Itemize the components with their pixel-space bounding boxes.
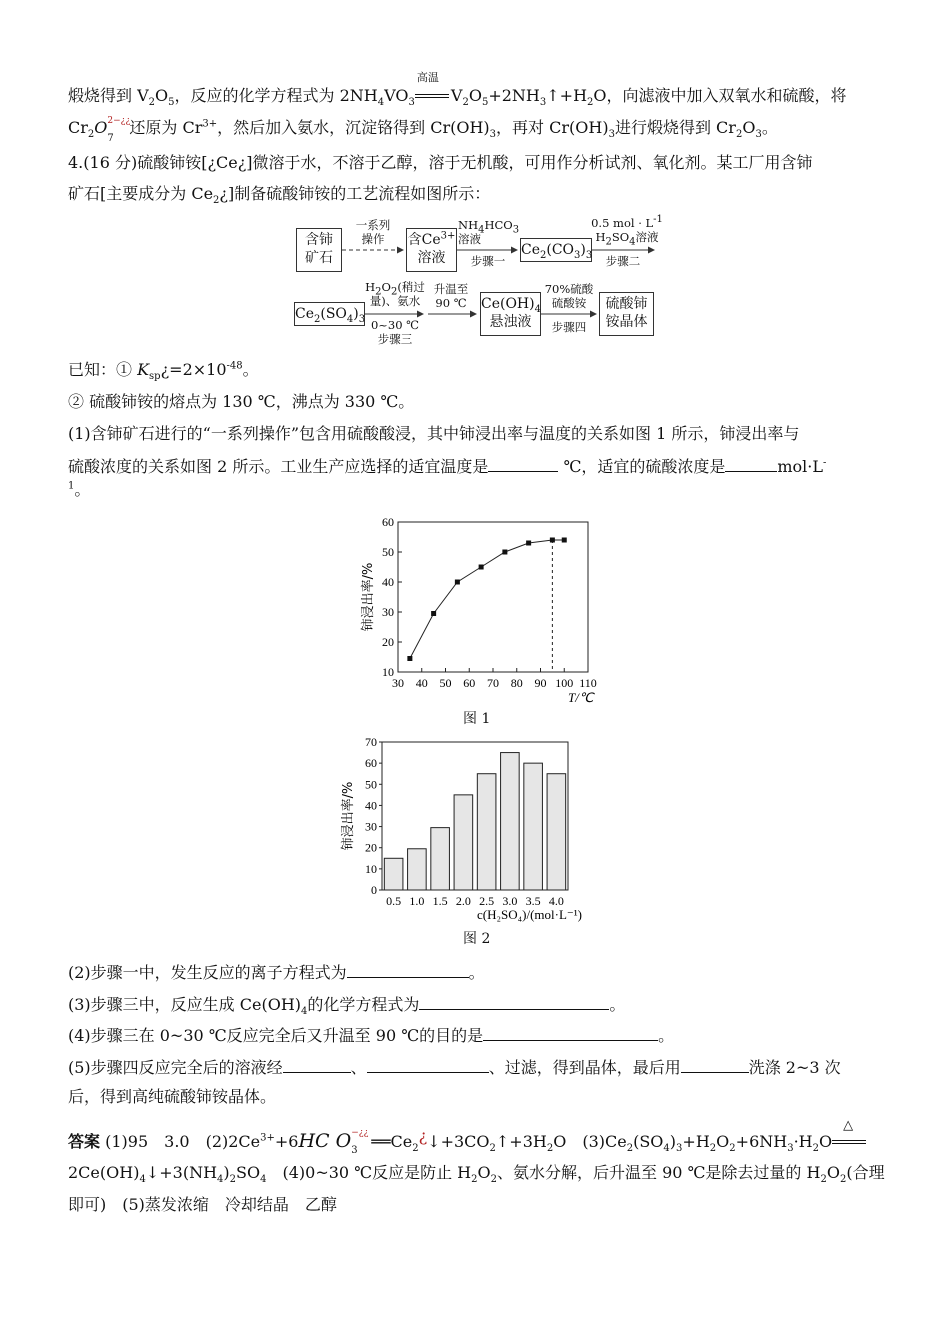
x-tick-label: 1.0 [409,894,425,908]
y-tick-label: 0 [371,883,377,897]
part-1-line-2: 硫酸浓度的关系如图 2 所示。工业生产应选择的适宜温度是 ℃，适宜的硫酸浓度是 mol·L- [68,457,827,476]
x-tick-label: 3.5 [525,894,541,908]
x-tick-label: 30 [392,676,404,690]
answer-blank-purpose[interactable] [483,1024,658,1041]
x-tick-label: 1.5 [432,894,448,908]
part-5-line-1: (5)步骤四反应完全后的溶液经 、 、过滤，得到晶体，最后用 洗涤 2~3 次 [68,1058,841,1077]
x-tick-label: 100 [555,676,574,690]
known-condition-2: ② 硫酸铈铵的熔点为 130 ℃，沸点为 330 ℃。 [68,392,415,411]
bar [384,858,403,890]
bar [524,763,543,890]
plot-frame [398,522,588,672]
bar [454,795,473,890]
part-5-line-2: 后，得到高纯硫酸铈铵晶体。 [68,1087,277,1106]
y-tick-label: 20 [365,840,377,855]
box-ceoh4-suspension: $Ce(OH)_4$ 悬浊液 [480,292,541,336]
x-axis-label: c(H₂SO₄)/(mol·L⁻¹) [476,907,582,922]
answer-line-1: 答案 (1)95 3.0 $(2)2Ce^{3+}+6HC$ O −¿¿ 3 $══Ce_2¿↓+3CO_2↑+3H_2O$ $(3)Ce_2(SO_4)_3+H_2O_2+6NH_3\cdot H_2O$ △ [68,1131,868,1152]
label-step-2: 步骤二 [605,254,641,268]
bar [431,828,450,890]
data-point [562,538,567,543]
part-4: (4)步骤三在 0~30 ℃反应完全后又升温至 90 ℃的目的是 。 [68,1026,675,1045]
y-axis-label: 铈浸出率/% [341,781,356,851]
question-4-line-2: 矿石[主要成分为 $Ce_2¿$]制备硫酸铈铵的工艺流程如图所示： [68,184,491,207]
answer-blank-washing-agent[interactable] [681,1056,749,1073]
answer-blank-temperature[interactable] [488,455,558,472]
label-step-1: 步骤一 [470,254,506,268]
data-point [502,550,507,555]
bar [501,753,520,890]
answer-blank-ionic-equation[interactable] [347,961,469,978]
part-2: (2)步骤一中，发生反应的离子方程式为 。 [68,963,485,982]
y-tick-label: 50 [382,545,394,559]
x-tick-label: 80 [510,676,523,690]
answer-line-3: 即可) (5)蒸发浓缩 冷却结晶 乙醇 [68,1195,337,1214]
box-product-crystal: 硫酸铈 铵晶体 [599,292,654,336]
y-tick-label: 70 [365,735,377,749]
label-series-operations: 一系列 操作 [355,218,391,246]
data-point [407,656,412,661]
label-step-4: 步骤四 [551,320,587,334]
x-axis-label: T/℃ [568,690,594,705]
process-flowchart [290,212,670,352]
x-tick-label: 2.5 [479,894,495,908]
x-tick-label: 110 [579,676,597,690]
data-point [431,611,436,616]
question-4-line-1: 4.(16 分)硫酸铈铵[¿Ce¿]微溶于水，不溶于乙醇，溶于无机酸，可用作分析试剂、氧化剂。某工厂用含铈 [68,153,813,172]
bar [477,774,496,890]
answer-line-2: $2Ce(OH)_4↓+3(NH_4)_2SO_4$ (4)0~30 ℃反应是防止 $H_2O_2$、氨水分解，后升温至 90 ℃是除去过量的 $H_2O_2$(合理 [68,1163,885,1186]
x-tick-label: 70 [487,676,499,690]
x-tick-label: 4.0 [548,894,564,908]
y-tick-label: 60 [365,756,377,771]
heat-condition: △ [832,1136,868,1150]
answer-blank-concentration[interactable] [725,455,777,472]
known-condition-1: 已知：① $K_{sp}¿=2\times 10^{-48}$。 [68,360,259,383]
part-3: (3)步骤三中，反应生成 $Ce(OH)_4$的化学方程式为 。 [68,995,626,1018]
label-heat-to-90: 升温至 90 ℃ [433,282,469,310]
box-ce3-solution: 含$Ce^{3+}$ 溶液 [406,228,457,272]
y-tick-label: 40 [382,575,394,589]
series-line [410,540,564,659]
x-tick-label: 3.0 [502,894,518,908]
answer-blank-chemical-equation[interactable] [419,993,609,1010]
figure-2-bar-chart [330,734,630,934]
y-tick-label: 30 [365,819,377,834]
data-point [479,565,484,570]
box-ce2co3: $Ce_2(CO_3)_3$ [520,238,592,262]
y-tick-label: 50 [365,777,377,792]
x-tick-label: 40 [415,676,428,690]
x-tick-label: 0.5 [386,894,402,908]
answer-blank-operation-2[interactable] [367,1056,489,1073]
figure-2-caption: 图 2 [463,931,491,947]
box-cerium-ore: 含铈 矿石 [296,228,342,272]
data-point [455,580,460,585]
data-point [526,541,531,546]
label-step-3: 0~30 ℃ 步骤三 [370,318,420,346]
part-1-line-3: $^1$。 [68,480,91,499]
y-tick-label: 40 [365,798,377,813]
figure-1-line-chart [320,510,620,725]
x-tick-label: 50 [439,676,452,690]
y-tick-label: 20 [382,635,394,649]
x-tick-label: 2.0 [455,894,471,908]
x-tick-label: 90 [534,676,547,690]
label-step-2-reagent: 0.5 mol · $L^{-1}$ $H_2SO_4$溶液 [591,214,663,248]
figure-1-caption: 图 1 [463,711,491,727]
y-tick-label: 10 [382,665,394,679]
answer-blank-operation-1[interactable] [283,1056,351,1073]
x-tick-label: 60 [463,676,476,690]
bar [547,774,566,890]
y-axis-label: 铈浸出率/% [361,562,376,632]
label-step-1-reagent: $NH_4HCO_3$ 溶液 [458,218,520,246]
top-paragraph-line-2: $Cr_2O$ 2−¿¿ 7 还原为 $Cr^{3+}$，然后加入氨水，沉淀铬得到 $Cr(OH)_3$，再对 $Cr(OH)_3$进行煅烧得到 $Cr_2O_3$。 [68,116,778,144]
label-step-4-reagent: 70%硫酸 硫酸铵 [544,282,594,310]
y-tick-label: 30 [382,605,394,619]
top-paragraph-line-1: 煅烧得到 $V_2O_5$，反应的化学方程式为 $2NH_4VO_3$ 高温 $V_2O_5+2NH_3↑+H_2O$，向滤液中加入双氧水和硫酸，将 [68,70,847,109]
y-tick-label: 10 [365,861,377,876]
part-1-line-1: (1)含铈矿石进行的“一系列操作”包含用硫酸酸浸，其中铈浸出率与温度的关系如图 1 所示，铈浸出率与 [68,424,800,443]
data-point [550,538,555,543]
y-tick-label: 60 [382,515,394,529]
high-temp-condition: 高温 [415,90,451,104]
label-step-3-reagent: $H_2O_2$(稍过 量)、氨水 [365,280,425,308]
bar [408,849,427,890]
answer-label: 答案 [68,1132,101,1151]
box-ce2so43: $Ce_2(SO_4)_3$ [294,302,365,326]
